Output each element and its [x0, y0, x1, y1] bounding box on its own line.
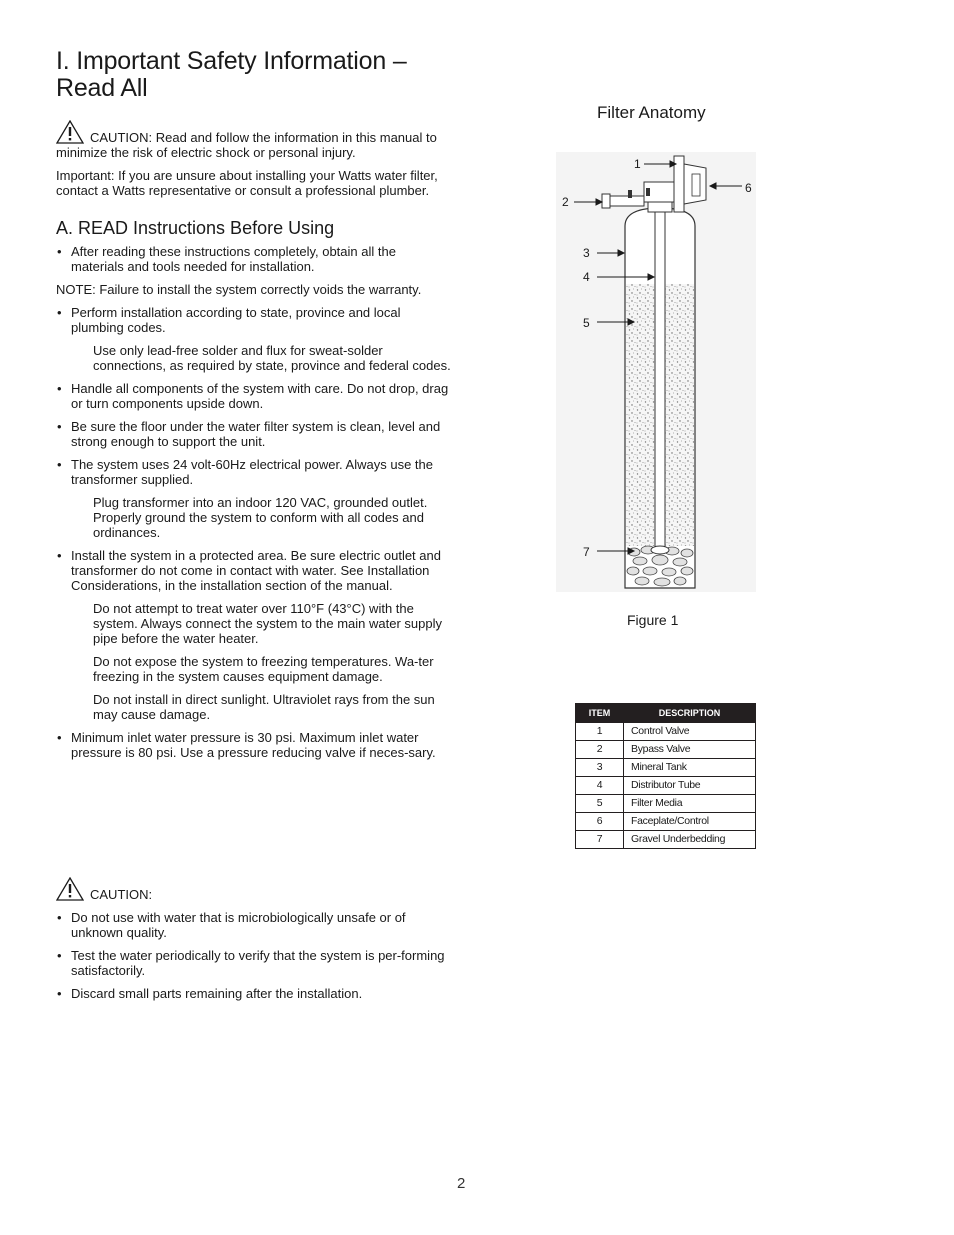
caution-heading — [56, 877, 451, 902]
list-item: • After reading these instructions completely, obtain all the materials and tools needed for installation. — [56, 244, 451, 274]
item-number: 1 — [576, 723, 624, 741]
callout-2: 2 — [562, 195, 569, 209]
caution-block-2 — [56, 877, 451, 1009]
filter-diagram — [556, 152, 756, 592]
item-description: Control Valve — [624, 723, 756, 741]
item-description: Filter Media — [624, 795, 756, 813]
sub-paragraph: Do not expose the system to freezing temperatures. Wa-ter freezing in the system causes equipment damage. — [93, 654, 434, 684]
callout-4: 4 — [583, 270, 590, 284]
caution-block — [56, 120, 451, 198]
item-number: 3 — [576, 759, 624, 777]
table-row — [576, 723, 756, 741]
caution-label: CAUTION: — [90, 887, 153, 902]
instruction-list — [56, 381, 451, 487]
important-text: Important: If you are unsure about installing your Watts water filter, contact a Watts representative or consult a professional plumber. — [56, 168, 438, 198]
sub-paragraph: Use only lead-free solder and flux for sweat-solder connections, as required by state, province and federal codes. — [93, 343, 451, 373]
item-column-header: ITEM — [576, 704, 624, 723]
figure-title: Filter Anatomy — [597, 103, 706, 122]
parts-table — [575, 703, 756, 849]
list-item: • Perform installation according to state, province and local plumbing codes. — [56, 305, 451, 335]
item-number: 5 — [576, 795, 624, 813]
item-number: 6 — [576, 813, 624, 831]
item-number: 7 — [576, 831, 624, 849]
page-title: I. Important Safety Information – Read All — [56, 47, 407, 102]
callout-1: 1 — [634, 157, 641, 171]
list-item: • Be sure the floor under the water filter system is clean, level and strong enough to support the unit. — [56, 419, 451, 449]
caution-paragraph — [56, 120, 451, 160]
faceplate-control — [684, 164, 706, 204]
figure-caption: Figure 1 — [627, 612, 679, 628]
sub-paragraph: Plug transformer into an indoor 120 VAC, grounded outlet. Properly ground the system to conform with all codes and ordinances. — [93, 495, 428, 540]
table-header-row — [576, 704, 756, 723]
item-number: 2 — [576, 741, 624, 759]
page-number: 2 — [457, 1175, 466, 1192]
table-row — [576, 741, 756, 759]
caution-list — [56, 910, 451, 1001]
item-description: Faceplate/Control — [624, 813, 756, 831]
table-row — [576, 831, 756, 849]
filter-anatomy-figure — [556, 152, 756, 592]
section-a-title: A. READ Instructions Before Using — [56, 218, 335, 238]
list-item: • Do not use with water that is microbiologically unsafe or of unknown quality. — [56, 910, 451, 940]
sub-paragraph: Do not attempt to treat water over 110°F (43°C) with the system. Always connect the system to the main water supply pipe before the water heater. — [93, 601, 442, 646]
instruction-list — [56, 244, 451, 274]
callout-5: 5 — [583, 316, 590, 330]
list-item: • Install the system in a protected area. Be sure electric outlet and transformer do not come in contact with water. See Installation Considerations, in the installation section of the manual. — [56, 548, 451, 593]
description-column-header: DESCRIPTION — [624, 704, 756, 723]
instruction-list — [56, 305, 451, 335]
instruction-list — [56, 730, 451, 760]
warranty-note: NOTE: Failure to install the system correctly voids the warranty. — [56, 282, 422, 297]
list-item: • Discard small parts remaining after the installation. — [56, 986, 451, 1001]
item-description: Gravel Underbedding — [624, 831, 756, 849]
list-item: • Minimum inlet water pressure is 30 psi. Maximum inlet water pressure is 80 psi. Use a pressure reducing valve if neces-sary. — [56, 730, 451, 760]
table-row — [576, 777, 756, 795]
warning-icon — [56, 120, 84, 144]
callout-3: 3 — [583, 246, 590, 260]
left-column — [56, 48, 451, 768]
table-row — [576, 813, 756, 831]
warning-icon — [56, 877, 84, 901]
item-number: 4 — [576, 777, 624, 795]
caution-text: CAUTION: Read and follow the information in this manual to minimize the risk of electric shock or personal injury. — [56, 130, 437, 160]
distributor-tube — [655, 212, 665, 552]
table-row — [576, 759, 756, 777]
sub-paragraph: Do not install in direct sunlight. Ultraviolet rays from the sun may cause damage. — [93, 692, 435, 722]
list-item: • Handle all components of the system with care. Do not drop, drag or turn components upside down. — [56, 381, 451, 411]
item-description: Bypass Valve — [624, 741, 756, 759]
table-row — [576, 795, 756, 813]
item-description: Distributor Tube — [624, 777, 756, 795]
callout-7: 7 — [583, 545, 590, 559]
callout-6: 6 — [745, 181, 752, 195]
list-item: • The system uses 24 volt-60Hz electrical power. Always use the transformer supplied. — [56, 457, 451, 487]
list-item: • Test the water periodically to verify that the system is per-forming satisfactorily. — [56, 948, 451, 978]
instruction-list — [56, 548, 451, 593]
item-description: Mineral Tank — [624, 759, 756, 777]
